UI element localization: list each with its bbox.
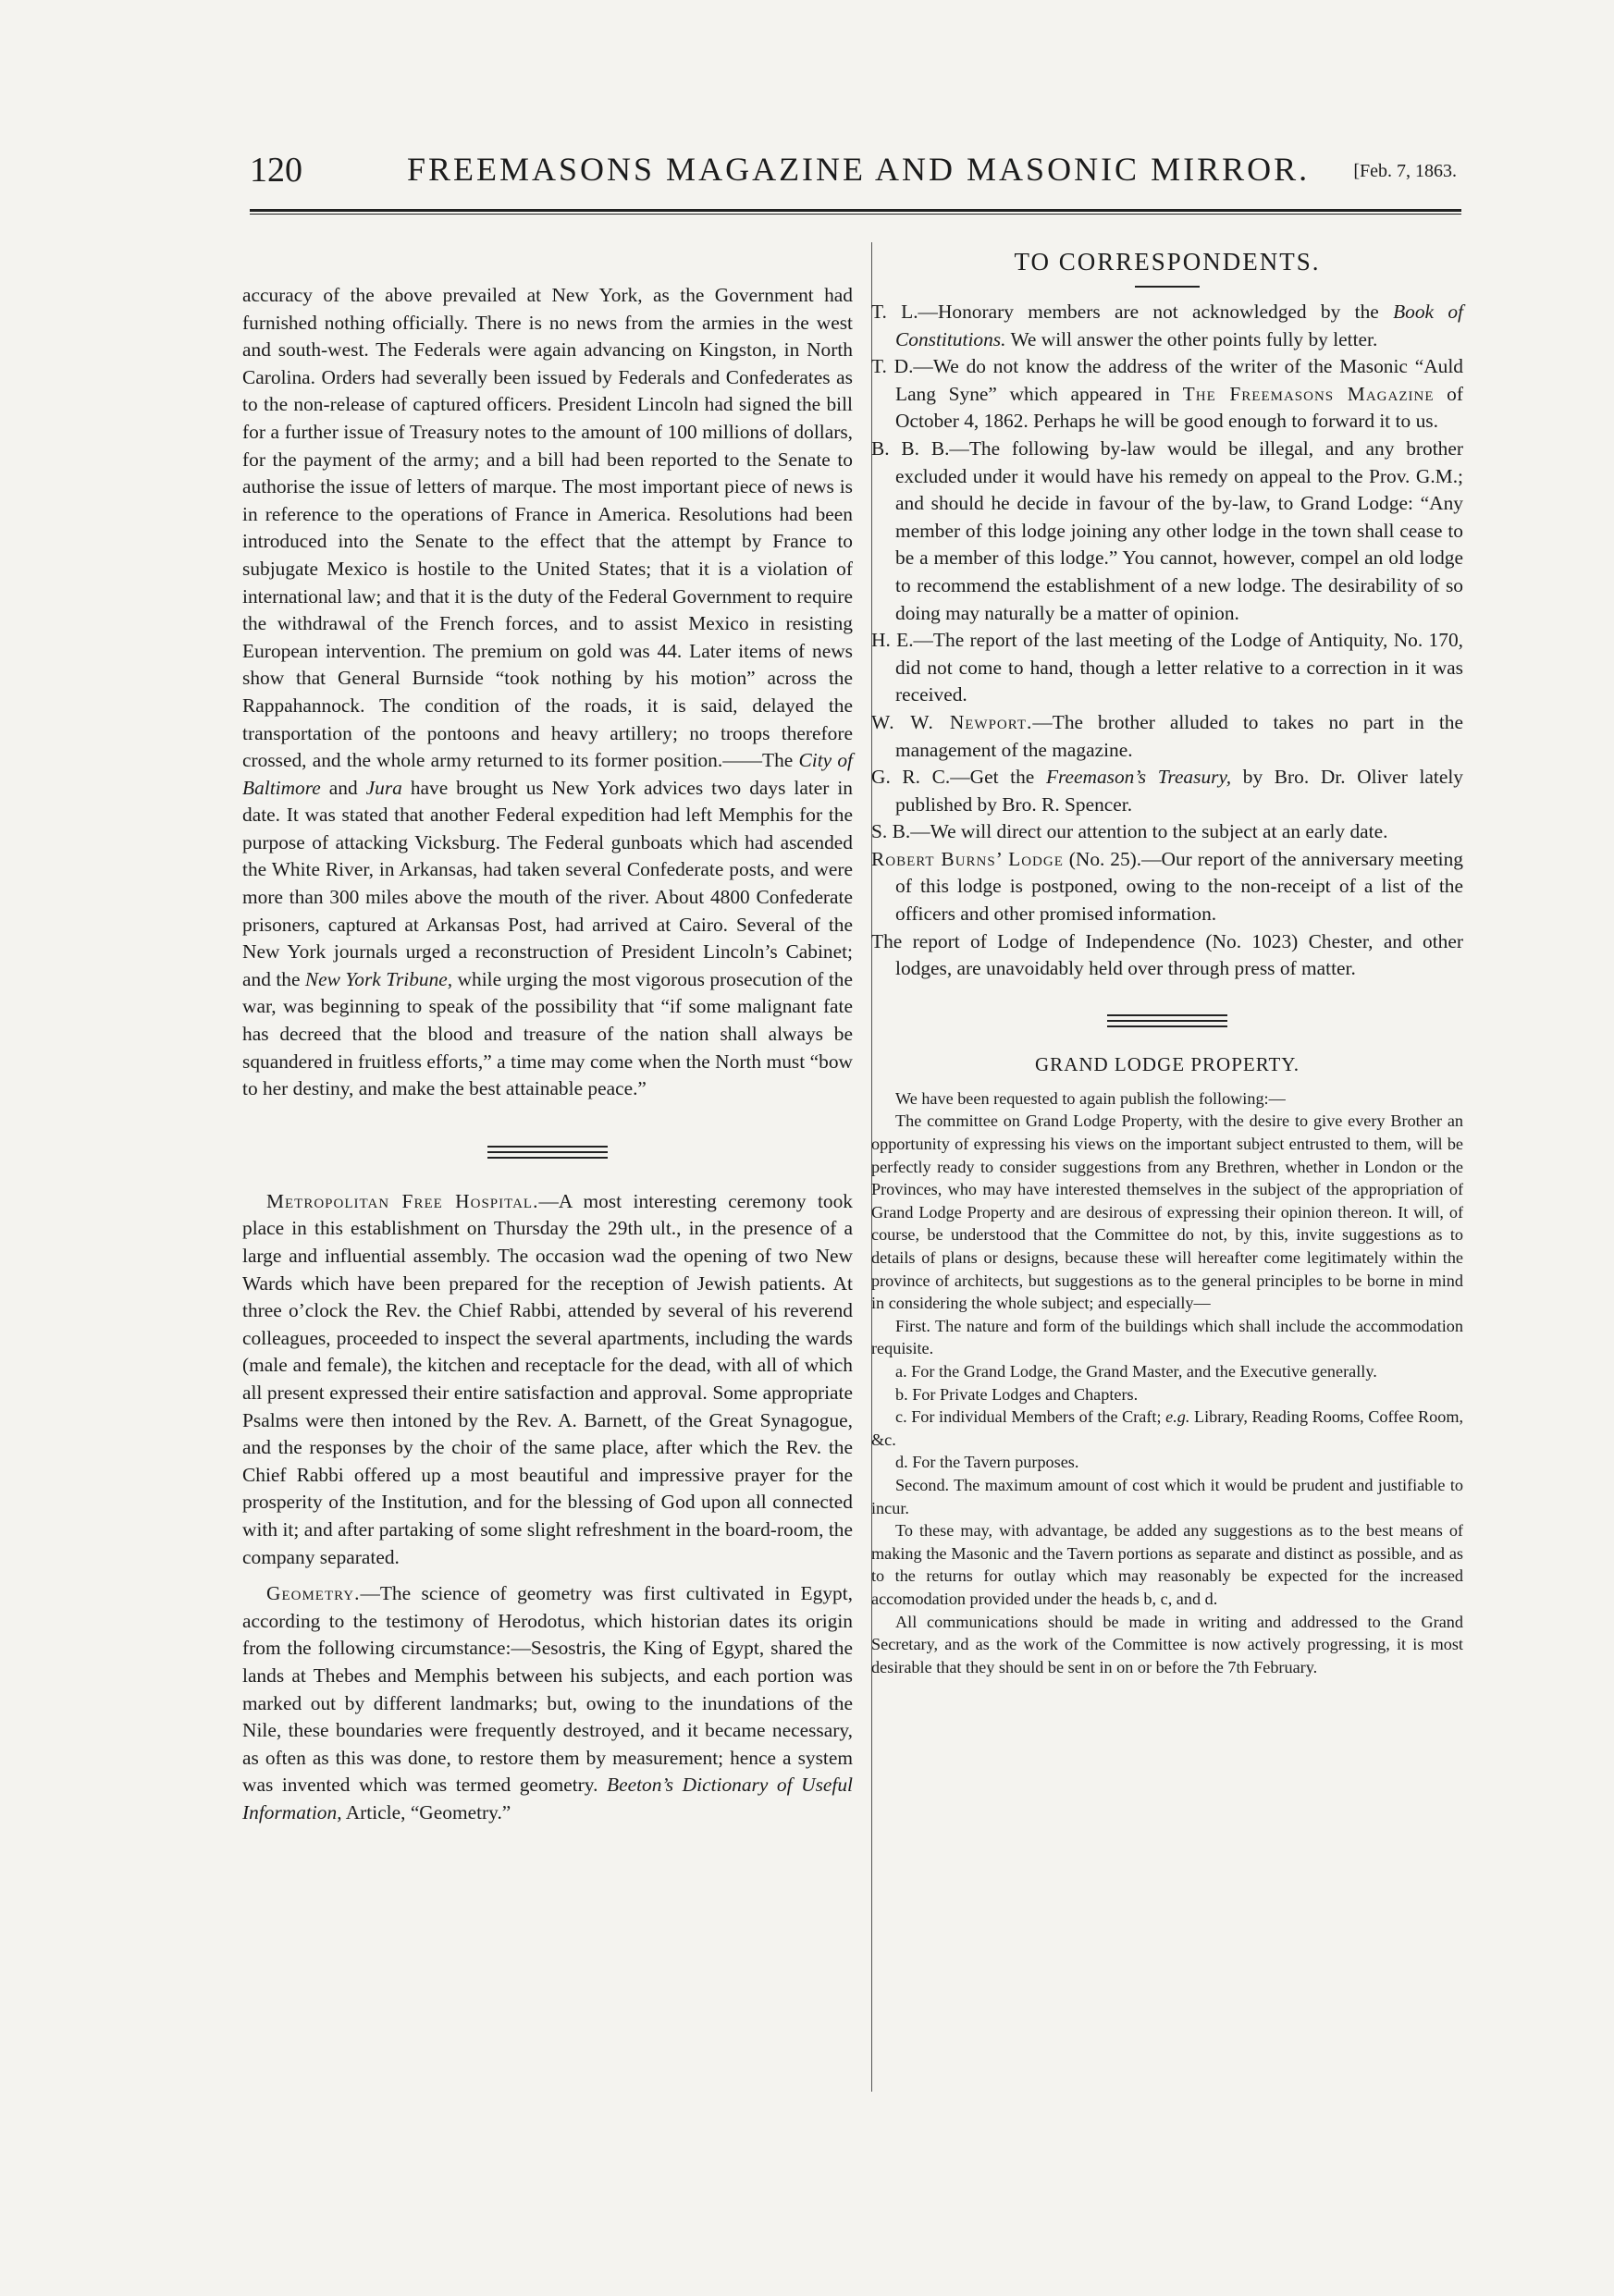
- page-number: 120: [250, 151, 302, 190]
- geometry-article: [242, 1580, 853, 1826]
- glp-c-eg: e.g.: [1165, 1407, 1190, 1427]
- hospital-article: [242, 1188, 853, 1571]
- corr-independence: The report of Lodge of Independence (No. 1023) Chester, and other lodges, are unavoidably held over through press of matter.: [871, 929, 1463, 980]
- glp-a: a. For the Grand Lodge, the Grand Master, and the Executive generally.: [895, 1361, 1377, 1381]
- corr-tl-text: T. L.—Honorary members are not acknowledged by the: [871, 301, 1379, 323]
- geometry-heading: Geometry.: [266, 1582, 361, 1605]
- glp-c-text: c. For individual Members of the Craft;: [895, 1407, 1162, 1427]
- corr-grc-text-2: by Bro. Dr. Oliver lately published by Bro. R. Spencer.: [895, 766, 1463, 816]
- corr-td: [871, 353, 1463, 436]
- section-divider: [487, 1146, 608, 1159]
- corr-grc: [871, 764, 1463, 818]
- glp-d: d. For the Tavern purposes.: [895, 1453, 1079, 1472]
- geometry-source: Beeton’s Dictionary of Useful Information,: [242, 1774, 853, 1823]
- page-header: [250, 146, 1480, 202]
- magazine-title: FREEMASONS MAGAZINE AND MASONIC MIRROR.: [407, 151, 1311, 188]
- grand-lodge-title: GRAND LODGE PROPERTY.: [1035, 1052, 1300, 1075]
- glp-intro: We have been requested to again publish the following:—: [895, 1088, 1286, 1108]
- corr-td-text-2: of October 4, 1862. Perhaps he will be good enough to forward it to us.: [895, 382, 1463, 433]
- hospital-text: —A most interesting ceremony took place in this establishment on Thursday the 29th ult., in the presence of a large and influential assembly. The occasion wad the opening of two New Wards which have been prepared for the reception of Jewish patients. At three o’clock the Rev. the Chief Rabbi, attended by several of his reverend colleagues, proceeded to inspect the several apartments, including the wards (male and female), the kitchen and receptacle for the dead, with all of which all present expressed their entire satisfaction and approval. Some appropriate Psalms were then intoned by the Rev. A. Barnett, of the Great Synagogue, and the responses by the choir of the same place, after which the Rev. the Chief Rabbi offered up a most beautiful and impressive prayer for the prosperity of the Institution, and for the blessing of God upon all connected with it; and after partaking of some slight refreshment in the board-room, the company separated.: [242, 1189, 853, 1568]
- glp-c: [871, 1406, 1463, 1451]
- corr-td-magazine: The Freemasons Magazine: [1182, 382, 1435, 405]
- glp-b: b. For Private Lodges and Chapters.: [895, 1384, 1139, 1404]
- news-text-2: have brought us New York advices two days later in date. It was stated that another Federal expedition had left Memphis for the purpose of attacking Vicksburg. The Federal gunboats which had ascended the White River, in Arkansas, had taken several Confederate posts, and were more than 300 miles above the mouth of the river. About 4800 Confederate prisoners, captured at Arkansas Post, had arrived at Cairo. Several of the New York journals urged a reconstruction of President Lincoln’s Cabinet; and the: [242, 776, 853, 990]
- corr-td-text: T. D.—We do not know the address of the writer of the Masonic “Auld Lang Syne” which appeared in: [871, 355, 1463, 405]
- news-text-3: while urging the most vigorous prosecution of the war, was beginning to speak of the possibility that “if some malignant fate has decreed that the blood and treasure of the nation shall always be squandered in fruitless efforts,” a time may come when the North must “bow to her destiny, and make the best attainable peace.”: [242, 967, 853, 1100]
- hospital-heading: Metropolitan Free Hospital.: [266, 1189, 539, 1212]
- news-article: [242, 282, 853, 1103]
- issue-date: [Feb. 7, 1863.: [1353, 161, 1457, 181]
- glp-c-text-2: Library, Reading Rooms, Coffee Room, &c.: [871, 1407, 1464, 1449]
- left-column: [242, 282, 853, 1826]
- corr-grc-text: G. R. C.—Get the: [871, 766, 1035, 789]
- glp-second: Second. The maximum amount of cost which it would be prudent and justifiable to incur.: [871, 1475, 1463, 1517]
- glp-first: First. The nature and form of the buildings which shall include the accommodation requisite.: [871, 1316, 1463, 1358]
- corr-ww: [871, 709, 1463, 764]
- corr-tl-text-2: We will answer the other points fully by letter.: [1010, 327, 1378, 350]
- corr-bbb: B. B. B.—The following by-law would be illegal, and any brother excluded under it would have his remedy on appeal to the Prov. G.M.; and should he decide in favour of the by-law, to Grand Lodge: “Any member of this lodge joining any other lodge in the town shall cease to be a member of this lodge.” You cannot, however, compel an old lodge to recommend the establishment of a new lodge. The desirability of so doing may naturally be a matter of opinion.: [871, 436, 1463, 624]
- glp-all: All communications should be made in writing and addressed to the Grand Secretary, and as the work of the Committee is now actively progressing, it is most desirable that they should be sent in on or before the 7th February.: [871, 1612, 1463, 1676]
- header-rule: [250, 209, 1461, 215]
- title-rule: [1135, 286, 1200, 288]
- geometry-article-name: Article, “Geometry.”: [345, 1800, 511, 1823]
- newspaper-name: New York Tribune,: [304, 967, 453, 990]
- corr-rb: [871, 846, 1463, 928]
- corr-ww-lead: W. W. Newport.: [871, 710, 1033, 733]
- ship-name-baltimore: City of Baltimore: [242, 749, 853, 799]
- right-column: [871, 248, 1463, 1678]
- glp-may: To these may, with advantage, be added any suggestions as to the best means of making the Masonic and the Tavern portions as separate and distinct as possible, and as to the returns for outlay which may reasonably be expected for the increased accomodation provided under the heads b, c, and d.: [871, 1521, 1463, 1608]
- corr-grc-book: Freemason’s Treasury,: [1045, 766, 1232, 789]
- correspondents-title: TO CORRESPONDENTS.: [1014, 248, 1321, 276]
- news-and: and: [328, 776, 358, 799]
- corr-rb-lead: Robert Burns’ Lodge: [871, 847, 1064, 870]
- news-text: accuracy of the above prevailed at New York, as the Government had furnished nothing officially. There is no news from the armies in the west and south-west. The Federals were again advancing on Kingston, in North Carolina. Orders had severally been issued by Federals and Confederates as to the non-release of captured officers. President Lincoln had signed the bill for a further issue of Treasury notes to the amount of 100 millions of dollars, for the payment of the army; and a bill had been reported to the Senate to authorise the issue of letters of marque. The most important piece of news is in reference to the operations of France in America. Resolutions had been introduced into the Senate to the effect that the attempt by France to subjugate Mexico is hostile to the United States; that it is a violation of international law; and that it is the duty of the Federal Government to require the withdrawal of the French forces, and to assist Mexico in resisting European intervention. The premium on gold was 44. Later items of news show that General Burnside “took nothing by his motion” across the Rappahannock. The condition of the roads, it is said, delayed the transportation of the pontoons and heavy artillery; no troops therefore crossed, and the whole army returned to its former position.——The: [242, 284, 853, 772]
- corr-ww-text: —The brother alluded to takes no part in the management of the magazine.: [895, 710, 1463, 761]
- glp-paragraph-1: The committee on Grand Lodge Property, with the desire to give every Brother an opportunity of expressing his views on the important subject entrusted to them, will be perfectly ready to consider suggestions from any Brethren, whether in London or the Provinces, who may have interested themselves in the subject of the appropriation of Grand Lodge Property and are desirous of expressing their opinion thereon. It will, of course, be understood that the Committee do not, by this, invite suggestions as to details of plans or designs, because these will hereafter come legitimately within the province of architects, but suggestions as to the general principles to be borne in mind in considering the whole subject; and especially—: [871, 1111, 1463, 1313]
- corr-he: H. E.—The report of the last meeting of the Lodge of Antiquity, No. 170, did not come to hand, though a letter relative to a correction in it was received.: [871, 629, 1463, 706]
- corr-tl-book: Book of Constitutions.: [895, 301, 1464, 350]
- corr-tl: [871, 299, 1463, 353]
- corr-sb: S. B.—We will direct our attention to the subject at an early date.: [871, 820, 1388, 843]
- section-divider-right: [1107, 1014, 1227, 1027]
- geometry-text: —The science of geometry was first cultivated in Egypt, according to the testimony of Herodotus, which historian dates its origin from the following circumstance:—Sesostris, the King of Egypt, shared the lands at Thebes and Memphis between his subjects, and each portion was marked out by different landmarks; but, owing to the inundations of the Nile, these boundaries were frequently destroyed, and it became necessary, as often as this was done, to restore them by measurement; hence a system was invented which was termed geometry.: [242, 1582, 853, 1797]
- corr-rb-text: (No. 25).—Our report of the anniversary meeting of this lodge is postponed, owing to the non-receipt of a list of the officers and other promised information.: [895, 847, 1463, 926]
- ship-name-jura: Jura: [365, 776, 402, 799]
